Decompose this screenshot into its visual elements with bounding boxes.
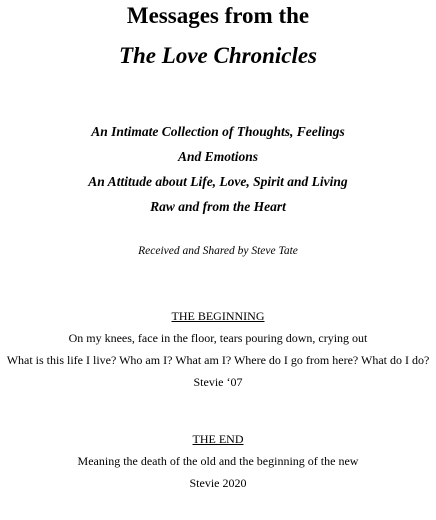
title-line-1: Messages from the: [126, 3, 310, 28]
subtitle-line-4: Raw and from the Heart: [150, 199, 286, 214]
section-line: On my knees, face in the floor, tears pouring down, crying out: [68, 331, 368, 345]
section-line: What is this life I live? Who am I? What am I? Where do I go from here? What do I do?: [6, 353, 430, 367]
title-line-2: The Love Chronicles: [118, 43, 318, 68]
section-heading-end: THE END: [192, 432, 244, 446]
section-heading-beginning: THE BEGINNING: [171, 309, 265, 323]
subtitle-line-3: An Attitude about Life, Love, Spirit and Living: [88, 174, 348, 189]
section-signature: Stevie 2020: [189, 476, 247, 490]
subtitle-line-1: An Intimate Collection of Thoughts, Feelings: [91, 124, 345, 139]
credit-line: Received and Shared by Steve Tate: [138, 245, 298, 257]
section-line: Meaning the death of the old and the beginning of the new: [77, 454, 359, 468]
section-signature: Stevie ‘07: [193, 375, 243, 389]
subtitle-line-2: And Emotions: [178, 149, 258, 164]
